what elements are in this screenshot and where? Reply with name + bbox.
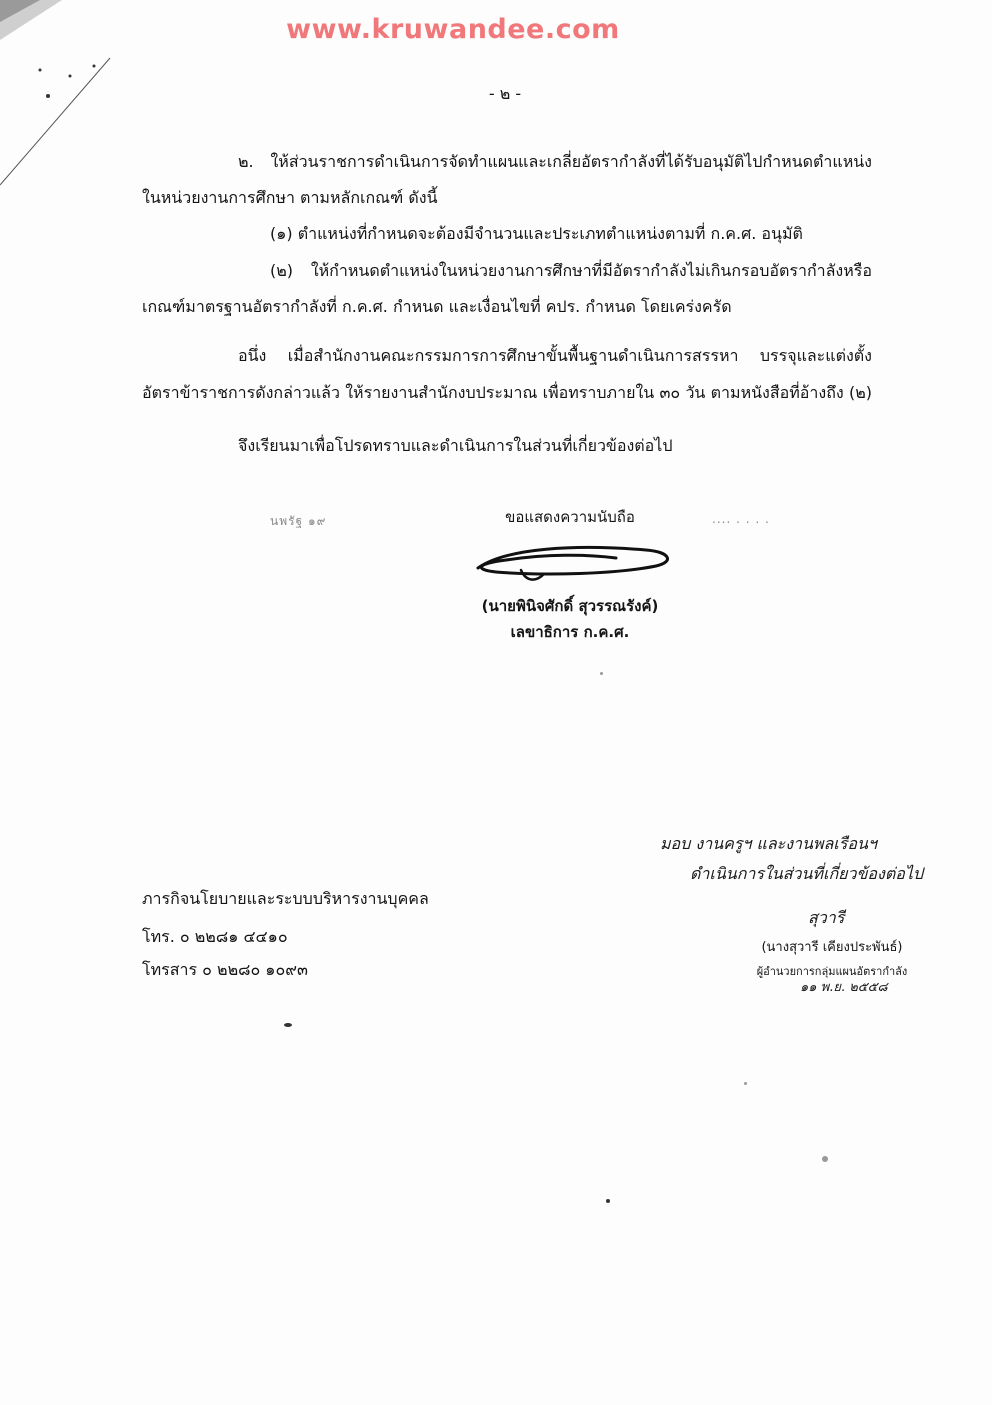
scan-speck xyxy=(284,1023,292,1027)
item-2-line-1: ๒. ให้ส่วนราชการดำเนินการจัดทำแผนและเกลี่ยอัตรากำลังที่ได้รับอนุมัติไปกำหนดตำแหน่ง xyxy=(238,152,872,171)
closing-sentence: จึงเรียนมาเพื่อโปรดทราบและดำเนินการในส่วนที่เกี่ยวข้องต่อไป xyxy=(238,436,673,455)
scan-speck xyxy=(744,1082,747,1085)
paragraph-3-line-2: อัตราข้าราชการดังกล่าวแล้ว ให้รายงานสำนักงบประมาณ เพื่อทราบภายใน ๓๐ วัน ตามหนังสือที่อ้างถึง (๒) xyxy=(142,383,872,402)
scan-speck xyxy=(600,672,603,675)
footer-phone: โทร. ๐ ๒๒๘๑ ๔๔๑๐ xyxy=(142,927,288,946)
faint-stamp-text: นพรัฐ ๑๙ xyxy=(270,514,327,528)
handwritten-note-name: (นางสุวารี เคียงประพันธ์) xyxy=(761,940,903,955)
faint-dots: .... . . . . xyxy=(712,512,770,526)
handwritten-initials: สุวารี xyxy=(808,908,845,927)
scan-speck xyxy=(822,1156,828,1162)
scan-speck xyxy=(606,1199,610,1203)
handwritten-note-line-1: มอบ งานครูฯ และงานพลเรือนฯ xyxy=(660,834,877,853)
page-number: - ๒ - xyxy=(488,84,522,103)
signer-position: เลขาธิการ ก.ค.ศ. xyxy=(510,623,630,641)
regards: ขอแสดงความนับถือ xyxy=(505,508,635,526)
item-2-line-2: ในหน่วยงานการศึกษา ตามหลักเกณฑ์ ดังนี้ xyxy=(142,188,438,207)
handwritten-note-title: ผู้อำนวยการกลุ่มแผนอัตรากำลัง xyxy=(756,965,908,978)
paragraph-3-line-1: อนึ่ง เมื่อสำนักงานคณะกรรมการการศึกษาขั้นพื้นฐานดำเนินการสรรหา บรรจุและแต่งตั้ง xyxy=(238,346,872,365)
watermark: www.kruwandee.com xyxy=(286,14,620,45)
sub-item-2-line-2: เกณฑ์มาตรฐานอัตรากำลังที่ ก.ค.ศ. กำหนด และเงื่อนไขที่ คปร. กำหนด โดยเคร่งครัด xyxy=(142,297,732,316)
sub-item-1: (๑) ตำแหน่งที่กำหนดจะต้องมีจำนวนและประเภทตำแหน่งตามที่ ก.ค.ศ. อนุมัติ xyxy=(270,224,803,243)
handwritten-note-date: ๑๑ พ.ย. ๒๕๕๘ xyxy=(800,980,888,995)
sub-item-2-line-1: (๒) ให้กำหนดตำแหน่งในหน่วยงานการศึกษาที่มีอัตรากำลังไม่เกินกรอบอัตรากำลังหรือ xyxy=(270,261,872,280)
footer-fax: โทรสาร ๐ ๒๒๘๐ ๑๐๙๓ xyxy=(142,960,308,979)
footer-department: ภารกิจนโยบายและระบบบริหารงานบุคคล xyxy=(142,889,429,908)
signature-image xyxy=(466,538,686,584)
handwritten-note-line-2: ดำเนินการในส่วนที่เกี่ยวข้องต่อไป xyxy=(690,864,924,883)
signer-name: (นายพินิจศักดิ์ สุวรรณรังค์) xyxy=(481,597,659,615)
